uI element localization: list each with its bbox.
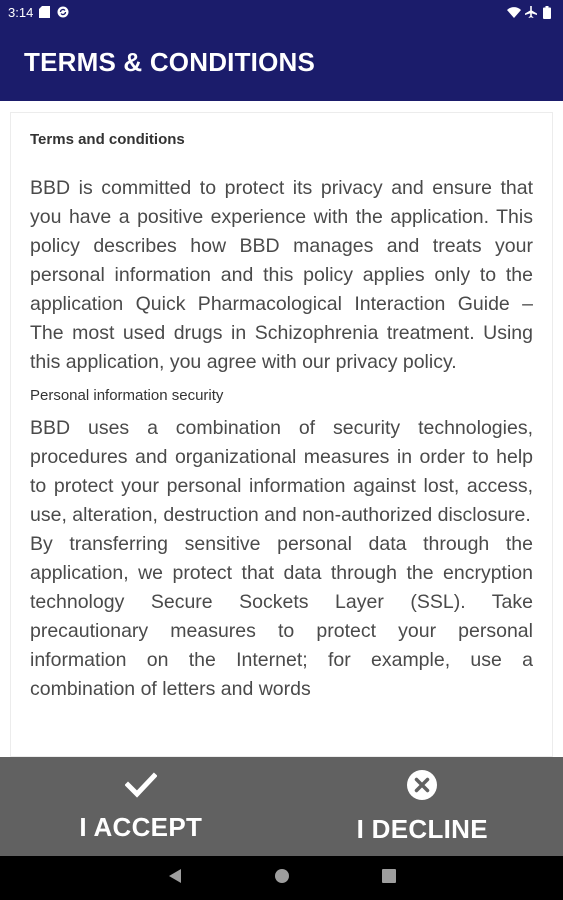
security-section-title: Personal information security [30, 387, 224, 404]
status-left [8, 5, 69, 20]
page-title: TERMS & CONDITIONS [24, 47, 316, 77]
status-time: 3:14 [8, 4, 34, 20]
terms-heading: Terms and conditions [30, 131, 185, 148]
home-icon[interactable] [274, 868, 290, 889]
status-right [507, 6, 555, 18]
wifi-icon [507, 6, 519, 18]
action-bar [0, 757, 563, 856]
security-paragraph-2: By transferring sensitive personal data through the application, we protect that data through the encryption technology Secure Sockets Layer (SSL). Take precautionary measures to protect your personal information on the Internet; for example, use a combination of letters and words [30, 533, 533, 700]
terms-content[interactable] [10, 112, 553, 757]
status-bar [0, 0, 563, 24]
system-nav-bar [0, 856, 563, 900]
close-circle-icon [406, 769, 438, 806]
airplane-icon [525, 6, 537, 18]
app-bar [0, 24, 563, 101]
sync-icon [57, 6, 69, 18]
intro-paragraph: BBD is committed to protect its privacy and ensure that you have a positive experience with the application. This policy describes how BBD manages and treats your personal information and this policy applies only to the application Quick Pharmacological Interaction Guide – The most used drugs in Schizophrenia treatment. Using this application, you agree with our privacy policy. [30, 177, 533, 373]
accept-label: I ACCEPT [79, 811, 203, 842]
decline-label: I DECLINE [356, 813, 488, 844]
recents-icon[interactable] [382, 869, 396, 888]
back-icon[interactable] [168, 868, 182, 889]
decline-button[interactable] [282, 757, 563, 856]
check-icon [125, 771, 157, 804]
sd-card-icon [39, 6, 51, 18]
security-paragraph-1: BBD uses a combination of security technologies, procedures and organizational measures in order to help to protect your personal information against lost, access, use, alteration, destruction and non-authorized disclosure. [30, 417, 533, 526]
battery-icon [543, 6, 555, 18]
accept-button[interactable] [0, 757, 282, 856]
